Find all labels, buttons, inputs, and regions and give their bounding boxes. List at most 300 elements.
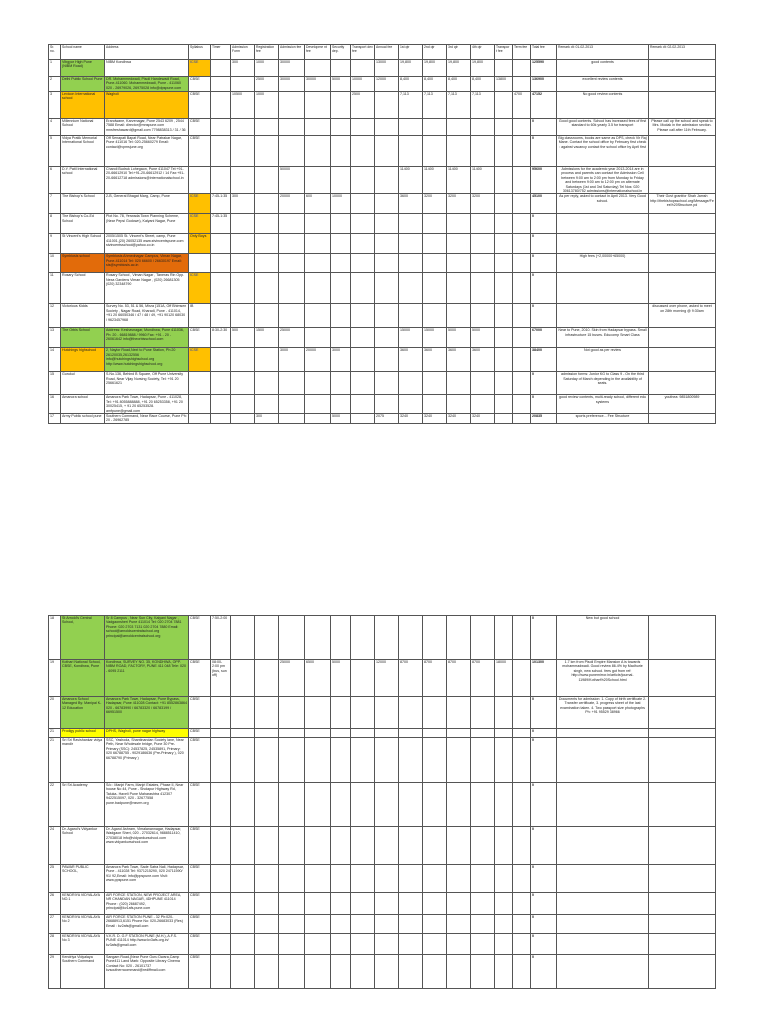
address-cell: NIBM Kondhwa [105, 60, 189, 77]
sr-no-cell: 6 [49, 167, 61, 194]
qtr3-cell: 3240 [447, 414, 471, 424]
transport-fee-cell [495, 934, 513, 955]
qtr3-cell [447, 304, 471, 328]
sr-no-cell: 12 [49, 304, 61, 328]
total-fee-cell: 0 [531, 136, 557, 167]
annual-fee-cell [375, 915, 399, 934]
term-fee-cell [513, 234, 531, 254]
remark-2-cell [649, 348, 716, 372]
sr-no-cell: 21 [49, 729, 61, 738]
address-cell: S.No.136, Behind B Square, Off Pune University Road, Near Vijay Nursing Society, Tel: +91 20 25661621 [105, 372, 189, 395]
annual-fee-cell [375, 729, 399, 738]
qtr4-cell [471, 119, 495, 136]
development-fee-cell [305, 915, 331, 934]
qtr1-cell [399, 214, 423, 234]
security-deposit-cell [331, 234, 351, 254]
annual-fee-cell [375, 328, 399, 348]
transport-dev-fee-cell [351, 254, 375, 273]
remark-2-cell [649, 372, 716, 395]
admission-form-cell [231, 616, 255, 660]
admission-fee-cell [279, 234, 305, 254]
school-name-cell: Victorious Kidds [61, 304, 105, 328]
syllabus-cell: ICSE [189, 194, 211, 214]
table-row [49, 328, 716, 348]
sr-no-cell: 28 [49, 934, 61, 955]
admission-form-cell [231, 893, 255, 915]
security-deposit-cell [331, 738, 351, 783]
transport-dev-fee-cell [351, 414, 375, 424]
address-cell: Address: Keshavnagar, Mundhwa, Pune 411036, Ph: 20 - 66819888 / 9960 Fax: +91 - 20 - 26061642 info@theorbisschool.com [105, 328, 189, 348]
remark-2-cell [649, 92, 716, 119]
security-deposit-cell [331, 60, 351, 77]
admission-form-cell [231, 77, 255, 92]
development-fee-cell [305, 783, 331, 827]
security-deposit-cell [331, 915, 351, 934]
transport-fee-cell [495, 119, 513, 136]
qtr4-cell [471, 729, 495, 738]
school-name-cell: Millennium National School [61, 119, 105, 136]
admission-fee-cell [279, 697, 305, 729]
transport-dev-fee-cell [351, 865, 375, 893]
remark-1-cell: admission forms: Junior KG to Class 9 - On the third Saturday of March depending in the availability of seats. [557, 372, 649, 395]
qtr4-cell: 11400 [471, 167, 495, 194]
remark-1-cell: sports preference... Fee Structure [557, 414, 649, 424]
transport-fee-cell [495, 194, 513, 214]
security-deposit-cell [331, 697, 351, 729]
remark-1-cell [557, 865, 649, 893]
admission-form-cell [231, 955, 255, 989]
admission-fee-cell [279, 729, 305, 738]
sr-no-cell: 24 [49, 827, 61, 865]
registration-fee-cell [255, 167, 279, 194]
qtr3-cell [447, 136, 471, 167]
table-row [49, 616, 716, 660]
qtr2-cell [423, 119, 447, 136]
school-name-cell: Army Public school pune [61, 414, 105, 424]
registration-fee-cell [255, 660, 279, 697]
registration-fee-cell: 1500 [255, 328, 279, 348]
qtr4-cell: 3240 [471, 414, 495, 424]
remark-1-cell [557, 893, 649, 915]
annual-fee-cell [375, 372, 399, 395]
total-fee-cell: 0 [531, 234, 557, 254]
development-fee-cell [305, 254, 331, 273]
remark-2-cell [649, 234, 716, 254]
qtr2-cell: 7,113 [423, 92, 447, 119]
address-cell: DR. Mohammedwadi, Pisoli Handewadi Road, Pune-411060. Mohammedwadi, Pune - 411060 020 - 26979026, 26975028 info@dpspune.com [105, 77, 189, 92]
admission-fee-cell [279, 865, 305, 893]
qtr1-cell: 15000 [399, 328, 423, 348]
address-cell: Symbiosis Ahmednagar Campus, Viman Nagar, Pune-411014 Tel: 020 66600 / 26630197 Email: sis@symbiosis.ac.in [105, 254, 189, 273]
term-fee-cell: 4700 [513, 92, 531, 119]
transport-dev-fee-cell [351, 136, 375, 167]
total-fee-cell: 0 [531, 827, 557, 865]
development-fee-cell [305, 934, 331, 955]
registration-fee-cell [255, 273, 279, 304]
column-header: 4th qtr [471, 45, 495, 60]
remark-2-cell [649, 915, 716, 934]
annual-fee-cell [375, 214, 399, 234]
column-header: Admission fee [279, 45, 305, 60]
school-name-cell: PAWAR PUBLIC SCHOOL, [61, 865, 105, 893]
admission-form-cell [231, 372, 255, 395]
transport-dev-fee-cell [351, 616, 375, 660]
qtr3-cell: 5000 [447, 328, 471, 348]
annual-fee-cell [375, 395, 399, 414]
timer-cell [211, 697, 231, 729]
qtr3-cell [447, 616, 471, 660]
admission-fee-cell: 25000 [279, 328, 305, 348]
admission-form-cell [231, 827, 255, 865]
qtr4-cell [471, 865, 495, 893]
annual-fee-cell [375, 167, 399, 194]
timer-cell [211, 167, 231, 194]
qtr1-cell: 8,400 [399, 77, 423, 92]
address-cell: Amanora Park Town, Hadapsar, Pune - 411028, Tel: +91 8055888888, +91 20 65253358, +91 20 30025415, + 91 20 65253528. amfpune@gmail.com [105, 395, 189, 414]
security-deposit-cell [331, 167, 351, 194]
development-fee-cell [305, 738, 331, 783]
total-fee-cell: 20835 [531, 414, 557, 424]
registration-fee-cell [255, 865, 279, 893]
transport-fee-cell [495, 915, 513, 934]
remark-2-cell [649, 783, 716, 827]
address-cell: Plot No. 78, Yerwada Town Planning Scheme, (Near Pepsi Godown), Kalyani Nagar, Pune [105, 214, 189, 234]
column-header: Sr. no. [49, 45, 61, 60]
registration-fee-cell [255, 934, 279, 955]
qtr3-cell [447, 955, 471, 989]
timer-cell [211, 395, 231, 414]
remark-2-cell [649, 77, 716, 92]
admission-fee-cell: 3000 [279, 348, 305, 372]
admission-fee-cell [279, 934, 305, 955]
development-fee-cell [305, 395, 331, 414]
timer-cell [211, 92, 231, 119]
registration-fee-cell [255, 194, 279, 214]
timer-cell [211, 119, 231, 136]
qtr3-cell [447, 395, 471, 414]
school-name-cell: Rosary School [61, 273, 105, 304]
qtr2-cell: 3240 [423, 414, 447, 424]
term-fee-cell [513, 414, 531, 424]
syllabus-cell [189, 414, 211, 424]
syllabus-cell: CBSE [189, 934, 211, 955]
term-fee-cell [513, 934, 531, 955]
column-header: Developme nt fee [305, 45, 331, 60]
remark-1-cell: No good review contents [557, 92, 649, 119]
table-row [49, 865, 716, 893]
remark-1-cell: Big classrooms, books are same as DPS, check Vir Raj Mane. Contact the school office by February first check : against vacancy contact the school office by April first [557, 136, 649, 167]
annual-fee-cell [375, 738, 399, 783]
admission-fee-cell: 50000 [279, 167, 305, 194]
qtr2-cell [423, 865, 447, 893]
qtr3-cell [447, 893, 471, 915]
remark-2-cell [649, 60, 716, 77]
transport-dev-fee-cell [351, 934, 375, 955]
term-fee-cell [513, 167, 531, 194]
column-header: Address [105, 45, 189, 60]
transport-dev-fee-cell [351, 167, 375, 194]
security-deposit-cell [331, 893, 351, 915]
address-cell: Rosary School , Viman Nagar , Taneras Rin Opp. Nexa Gardens Viman Nagar , (020) 26681305 (020) 32348790 [105, 273, 189, 304]
registration-fee-cell [255, 214, 279, 234]
school-name-cell: Sri Sri Ravishankar vidya mandir [61, 738, 105, 783]
syllabus-cell: CBSE [189, 136, 211, 167]
remark-2-cell [649, 273, 716, 304]
registration-fee-cell [255, 955, 279, 989]
school-name-cell: Symbiosis school [61, 254, 105, 273]
admission-form-cell [231, 273, 255, 304]
transport-fee-cell [495, 738, 513, 783]
column-header: Timer [211, 45, 231, 60]
remark-1-cell [557, 934, 649, 955]
transport-fee-cell [495, 214, 513, 234]
transport-fee-cell [495, 955, 513, 989]
school-name-cell: Kothari National School, CBSE, Kondhwa, Pune [61, 660, 105, 697]
sr-no-cell: 22 [49, 783, 61, 827]
qtr1-cell [399, 304, 423, 328]
total-fee-cell: 0 [531, 273, 557, 304]
remark-1-cell: New but good school [557, 616, 649, 660]
sr-no-cell: 3 [49, 92, 61, 119]
annual-fee-cell [375, 273, 399, 304]
table-row [49, 234, 716, 254]
syllabus-cell: CBSE [189, 783, 211, 827]
remark-1-cell: High fees (+2,00000+65000) [557, 254, 649, 273]
syllabus-cell: ICSE [189, 60, 211, 77]
admission-form-cell [231, 915, 255, 934]
timer-cell: 7:45-1:35 [211, 194, 231, 214]
total-fee-cell: 0 [531, 955, 557, 989]
transport-fee-cell: 18000 [495, 660, 513, 697]
qtr2-cell [423, 214, 447, 234]
development-fee-cell [305, 372, 331, 395]
school-name-cell: Hutchings highschool [61, 348, 105, 372]
term-fee-cell [513, 697, 531, 729]
qtr1-cell [399, 955, 423, 989]
timer-cell [211, 827, 231, 865]
qtr1-cell: 11400 [399, 167, 423, 194]
development-fee-cell: 20000 [305, 348, 331, 372]
total-fee-cell: 0 [531, 934, 557, 955]
qtr3-cell: 7,113 [447, 92, 471, 119]
registration-fee-cell [255, 827, 279, 865]
qtr2-cell [423, 783, 447, 827]
timer-cell: 8:30-2:30 [211, 328, 231, 348]
term-fee-cell [513, 136, 531, 167]
qtr2-cell [423, 827, 447, 865]
transport-dev-fee-cell [351, 348, 375, 372]
total-fee-cell: 0 [531, 865, 557, 893]
security-deposit-cell: 5000 [331, 414, 351, 424]
transport-fee-cell: 13800 [495, 77, 513, 92]
school-name-cell: KENDRIYA VIDYALAYA NO.1 [61, 893, 105, 915]
timer-cell [211, 738, 231, 783]
remark-2-cell [649, 616, 716, 660]
table-row [49, 915, 716, 934]
column-header: 3rd qtr [447, 45, 471, 60]
admission-fee-cell [279, 915, 305, 934]
annual-fee-cell [375, 697, 399, 729]
qtr1-cell [399, 273, 423, 304]
term-fee-cell [513, 865, 531, 893]
sr-no-cell: 26 [49, 893, 61, 915]
address-cell: 2, Naylor Road,Next to Pune Station, Ph:20 26120035,26132556 info@hutchingshighschool.org http://www.hutchingshighschool.org [105, 348, 189, 372]
syllabus-cell: CBSE [189, 738, 211, 783]
registration-fee-cell: 1000 [255, 92, 279, 119]
timer-cell [211, 273, 231, 304]
spreadsheet-page-2 [48, 615, 715, 989]
transport-dev-fee-cell [351, 827, 375, 865]
total-fee-cell: 0 [531, 372, 557, 395]
remark-1-cell [557, 729, 649, 738]
total-fee-cell: 0 [531, 254, 557, 273]
table-row [49, 254, 716, 273]
syllabus-cell: CBSE [189, 119, 211, 136]
remark-1-cell [557, 783, 649, 827]
address-cell: S/o : Manjri Farm, Manjri Estates, Phase II, Near house No 44, Pune - Sholapur Highway Rd, Taluka- Haveli Pune Maharashtra 412307 9422515097, 020 - 32677558 pune.badpune@nsvrm.org [105, 783, 189, 827]
remark-2-cell [649, 167, 716, 194]
address-cell: Sr 8 Campus , Near Sun City, Kalyani Nagar , Vadgaonsheri Pune 411014 Tel: 020 2704 7881 Phone: 020 2703 7131 020 2704 7880 Email: school@arnoldscentralschool.org principal@arnoldcentralschool.org [105, 616, 189, 660]
transport-dev-fee-cell [351, 697, 375, 729]
term-fee-cell [513, 328, 531, 348]
qtr4-cell: 5000 [471, 328, 495, 348]
school-name-cell: Lexicon International school [61, 92, 105, 119]
qtr1-cell [399, 729, 423, 738]
qtr4-cell: 7,113 [471, 92, 495, 119]
qtr4-cell [471, 827, 495, 865]
registration-fee-cell [255, 729, 279, 738]
registration-fee-cell [255, 697, 279, 729]
registration-fee-cell [255, 783, 279, 827]
annual-fee-cell: 12000 [375, 77, 399, 92]
sr-no-cell: 19 [49, 660, 61, 697]
remark-2-cell [649, 865, 716, 893]
transport-fee-cell [495, 783, 513, 827]
development-fee-cell: 6500 [305, 660, 331, 697]
security-deposit-cell [331, 395, 351, 414]
syllabus-cell: CBSE [189, 328, 211, 348]
timer-cell [211, 729, 231, 738]
security-deposit-cell [331, 136, 351, 167]
syllabus-cell [189, 167, 211, 194]
development-fee-cell [305, 616, 331, 660]
remark-2-cell: youthea: 9851800989 [649, 395, 716, 414]
remark-2-cell [649, 660, 716, 697]
transport-dev-fee-cell [351, 194, 375, 214]
remark-2-cell [649, 893, 716, 915]
school-name-cell: KENDRIYA VIDYALAYA No 3 [61, 934, 105, 955]
qtr3-cell [447, 372, 471, 395]
spreadsheet-page-1 [48, 44, 715, 424]
qtr3-cell: 3600 [447, 348, 471, 372]
qtr1-cell: 3600 [399, 194, 423, 214]
transport-dev-fee-cell [351, 304, 375, 328]
remark-1-cell: 1.7 km from Pisoli Empire Mansion A is towards mohammadwadi. Good review 86.4% by Madhurie singh, new school. fees got from ref: http://www.punemirror.in/article/journal-11989/Kothari%20School.html [557, 660, 649, 697]
table-row [49, 395, 716, 414]
transport-fee-cell [495, 729, 513, 738]
term-fee-cell [513, 273, 531, 304]
remark-2-cell [649, 934, 716, 955]
qtr1-cell [399, 616, 423, 660]
qtr3-cell [447, 865, 471, 893]
sr-no-cell: 25 [49, 865, 61, 893]
sr-no-cell: 14 [49, 348, 61, 372]
column-header: Admission Form [231, 45, 255, 60]
transport-fee-cell [495, 697, 513, 729]
timer-cell [211, 234, 231, 254]
sr-no-cell: 10 [49, 254, 61, 273]
security-deposit-cell [331, 214, 351, 234]
qtr1-cell [399, 234, 423, 254]
total-fee-cell: 0 [531, 119, 557, 136]
annual-fee-cell [375, 304, 399, 328]
qtr2-cell [423, 136, 447, 167]
qtr1-cell: 7,113 [399, 92, 423, 119]
sr-no-cell: 20 [49, 697, 61, 729]
remark-1-cell: Near to Pune, 2010. Skin from Hadapsar bypass. Small infrastructure 15 buses. Educomp Smart Class [557, 328, 649, 348]
annual-fee-cell [375, 827, 399, 865]
qtr3-cell [447, 827, 471, 865]
remark-1-cell [557, 214, 649, 234]
term-fee-cell [513, 60, 531, 77]
syllabus-cell: CBSE [189, 915, 211, 934]
qtr4-cell: 8700 [471, 660, 495, 697]
qtr3-cell [447, 119, 471, 136]
qtr3-cell [447, 915, 471, 934]
sr-no-cell: 4 [49, 119, 61, 136]
address-cell: Erandwane, Karvenagar, Pune 2543 6209 , 2544 7588 Email: director@mnspune.com mnsfreshaward@gmail.com 7798838313 / 31 / 36 [105, 119, 189, 136]
qtr2-cell [423, 304, 447, 328]
security-deposit-cell [331, 865, 351, 893]
school-name-cell: Sri Sri Academy [61, 783, 105, 827]
column-header: School name [61, 45, 105, 60]
admission-fee-cell [279, 273, 305, 304]
admission-fee-cell: 20000 [279, 194, 305, 214]
syllabus-cell: CBSE [189, 77, 211, 92]
development-fee-cell [305, 697, 331, 729]
remark-2-cell: discussed over phone, asked to meet on 28th morning @ 9:30am [649, 304, 716, 328]
admission-fee-cell [279, 254, 305, 273]
transport-fee-cell [495, 865, 513, 893]
sr-no-cell: 18 [49, 616, 61, 660]
registration-fee-cell [255, 395, 279, 414]
table-row [49, 348, 716, 372]
development-fee-cell [305, 167, 331, 194]
qtr4-cell [471, 136, 495, 167]
registration-fee-cell [255, 136, 279, 167]
admission-form-cell [231, 234, 255, 254]
admission-fee-cell [279, 738, 305, 783]
remark-2-cell: Their Govt grantfor Shah Jamsh http://thebishopsschool.org/Message/Fees%20Structure.pd [649, 194, 716, 214]
total-fee-cell: 67000 [531, 328, 557, 348]
transport-dev-fee-cell [351, 955, 375, 989]
qtr3-cell: 8,400 [447, 77, 471, 92]
address-cell: Charoli Budruk Lohegaon, Pune 411047 Tel:+91-20-66612910 Tel:+91-20-66612912 / 14 Fax:+91-20-66612718 admissions@internationalschool.in [105, 167, 189, 194]
remark-2-cell [649, 697, 716, 729]
term-fee-cell [513, 616, 531, 660]
table-row [49, 955, 716, 989]
security-deposit-cell: 5000 [331, 77, 351, 92]
column-header: Transport dev fee [351, 45, 375, 60]
admission-fee-cell [279, 893, 305, 915]
table-row [49, 92, 716, 119]
registration-fee-cell: 2500 [255, 77, 279, 92]
development-fee-cell [305, 328, 331, 348]
annual-fee-cell [375, 893, 399, 915]
timer-cell [211, 865, 231, 893]
annual-fee-cell [375, 616, 399, 660]
total-fee-cell: 0 [531, 893, 557, 915]
